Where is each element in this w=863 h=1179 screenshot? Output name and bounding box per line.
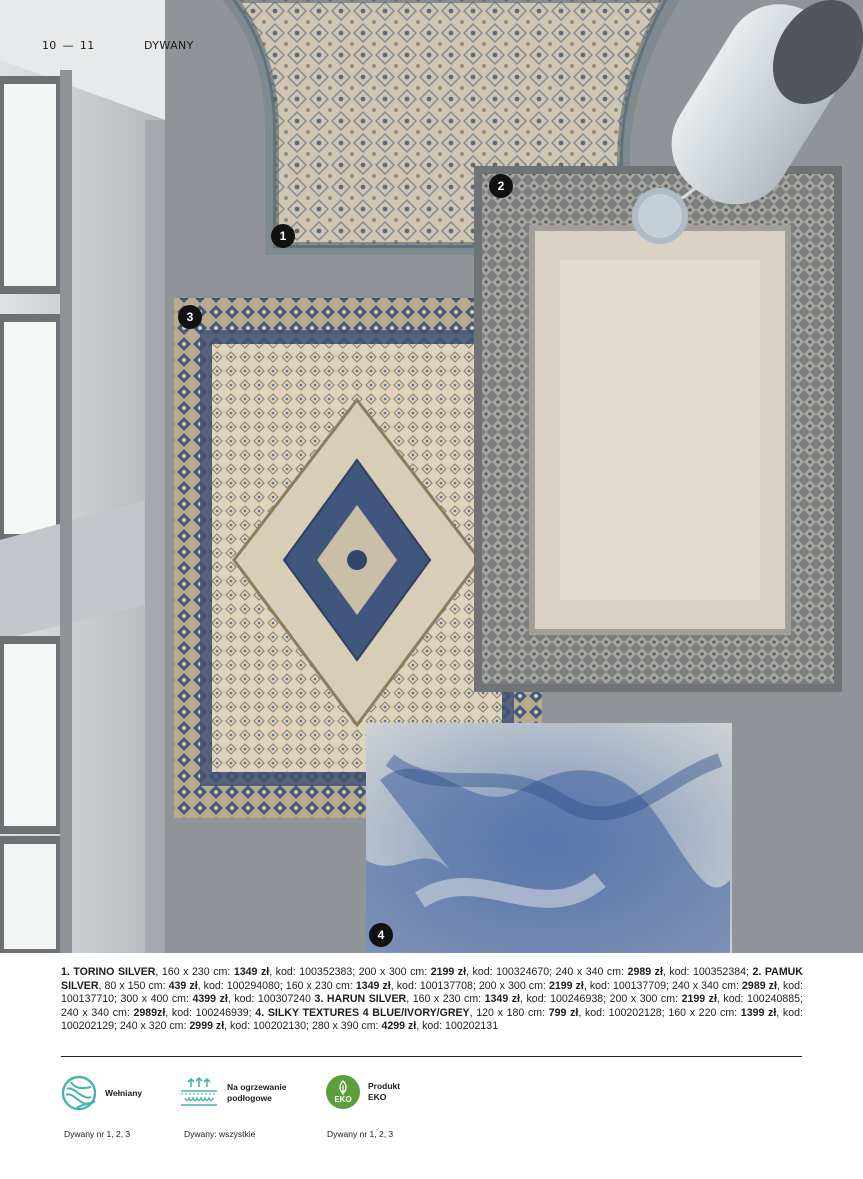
desc-text: , kod: 100202129; 240 x 320 cm: (61, 1006, 803, 1033)
desc-text: , 120 x 180 cm: (469, 1006, 549, 1019)
eko-icon (326, 1075, 360, 1109)
desc-text: , kod: 100246939; (165, 1006, 256, 1019)
price: 1349 zł (355, 979, 391, 992)
feature-label-line: Produkt (368, 1081, 401, 1091)
desc-text: , kod: 100246938; 200 x 300 cm: (520, 993, 682, 1006)
price: 2999 zł (189, 1020, 225, 1033)
price: 2989 zł (742, 979, 777, 992)
price: 1399 zł (740, 1006, 777, 1019)
page-numbers (42, 39, 95, 52)
feature-label: Wełniany (105, 1087, 143, 1098)
feature-label-line: podłogowe (227, 1093, 272, 1103)
feature-label (368, 1081, 400, 1103)
desc-text: , kod: 100307240 (227, 993, 315, 1006)
product-description (61, 966, 803, 1034)
desc-text: , kod: 100137710; 300 x 400 cm: (61, 979, 803, 1006)
desc-text: , kod: 100202128; 160 x 220 cm: (578, 1006, 741, 1019)
product-name-2: 2. PAMUK SILVER (61, 966, 803, 992)
feature-wool (61, 1075, 142, 1111)
floor-heating-icon (179, 1075, 219, 1111)
feature-eko (326, 1075, 400, 1109)
desc-text: , kod: 100240885; 240 x 340 cm: (61, 993, 803, 1019)
feature-note: Dywany: wszystkie (184, 1129, 256, 1139)
desc-text: , kod: 100352383; 200 x 300 cm: (269, 966, 431, 978)
section-title: DYWANY (144, 39, 194, 52)
product-name-1: 1. TORINO SILVER (61, 966, 156, 978)
desc-text: , kod: 100137708; 200 x 300 cm: (390, 979, 549, 992)
feature-label-line: Na ogrzewanie (227, 1082, 287, 1092)
price: 439 zł (168, 979, 198, 992)
price: 2989zł (133, 1006, 166, 1019)
desc-text: , kod: 100324670; 240 x 340 cm: (466, 966, 628, 978)
page-number-left: 10 (42, 39, 57, 52)
feature-label-line: EKO (368, 1092, 387, 1102)
price: 2989 zł (627, 966, 663, 978)
desc-text: , kod: 100137709; 240 x 340 cm: (583, 979, 743, 992)
wool-icon (61, 1075, 97, 1111)
feature-label (227, 1082, 287, 1104)
feature-floor-heating (179, 1075, 287, 1111)
rug-badge-1: 1 (271, 224, 295, 248)
desc-text: , 80 x 150 cm: (98, 979, 169, 992)
eko-icon-text: EKO (334, 1095, 352, 1104)
feature-note: Dywany nr 1, 2, 3 (64, 1129, 131, 1139)
desc-text: , kod: 100294080; 160 x 230 cm: (197, 979, 356, 992)
desc-text: , kod: 100352384; (662, 966, 753, 978)
feature-note: Dywany nr 1, 2, 3 (327, 1129, 394, 1139)
page-number-right: 11 (79, 39, 95, 52)
price: 4399 zł (192, 993, 228, 1006)
price: 2199 zł (681, 993, 717, 1006)
rug-badge-4: 4 (369, 923, 393, 947)
price: 1349 zł (484, 993, 521, 1006)
rug-badge-3: 3 (178, 305, 202, 329)
divider (61, 1056, 802, 1057)
rug-badge-2: 2 (489, 174, 513, 198)
price: 2199 zł (548, 979, 584, 992)
price: 4299 zł (381, 1020, 417, 1033)
price: 799 zł (548, 1006, 579, 1019)
product-name-4: 4. SILKY TEXTURES 4 BLUE/IVORY/GREY (255, 1006, 470, 1019)
page-dash: — (62, 39, 74, 52)
desc-text: , kod: 100202131 (416, 1020, 499, 1033)
price: 1349 zł (233, 966, 270, 978)
desc-text: , 160 x 230 cm: (155, 966, 234, 978)
product-name-3: 3. HARUN SILVER (314, 993, 407, 1006)
desc-text: , 160 x 230 cm: (406, 993, 485, 1006)
price: 2199 zł (430, 966, 467, 978)
desc-text: , kod: 100202130; 280 x 390 cm: (224, 1020, 382, 1033)
